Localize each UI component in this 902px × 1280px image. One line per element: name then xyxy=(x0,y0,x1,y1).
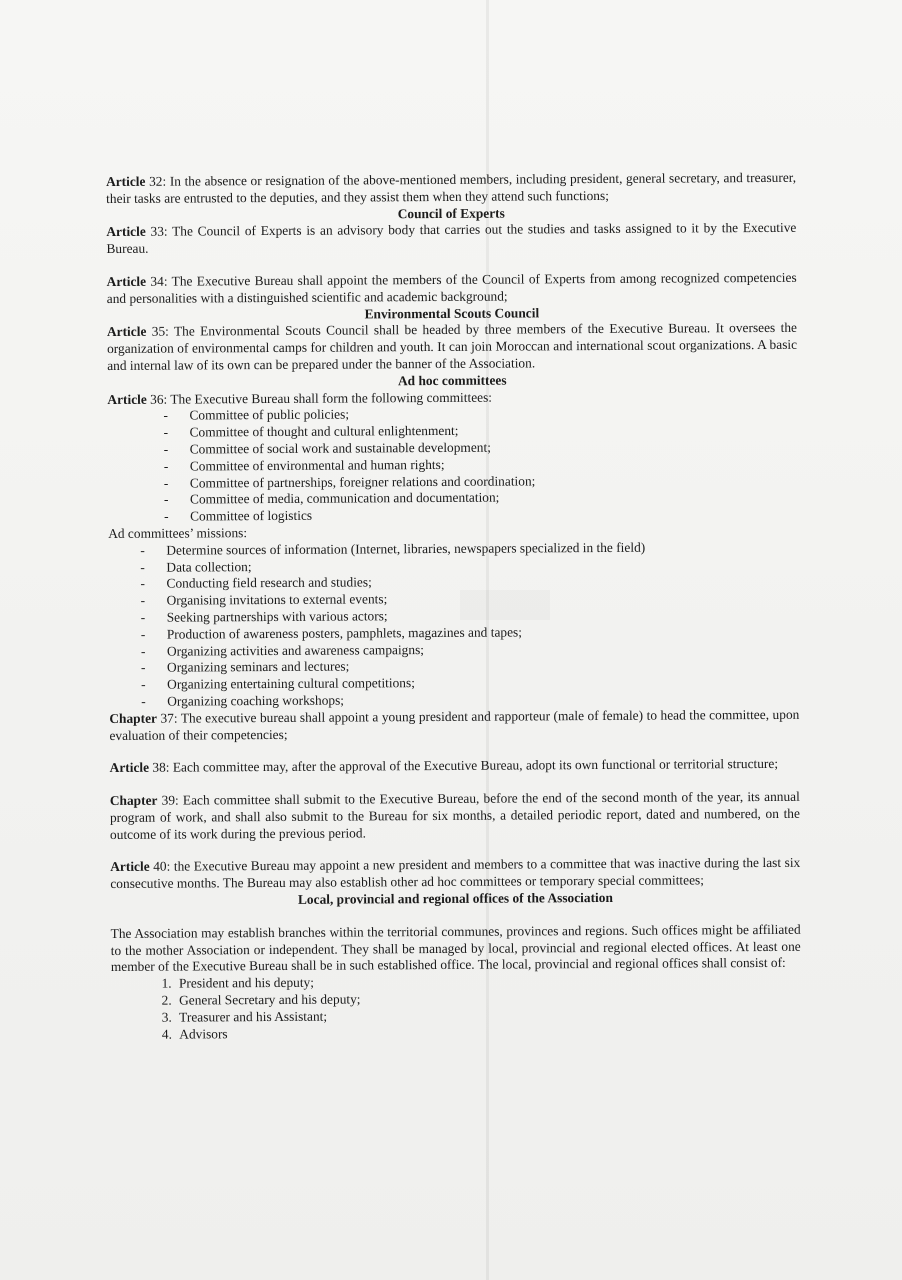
list-item: 2. General Secretary and his deputy; xyxy=(175,989,801,1010)
document-body xyxy=(106,170,801,1044)
list-item: - Determine sources of information (Internet, libraries, newspapers specialized in the field) xyxy=(166,539,798,560)
local-offices-paragraph: The Association may establish branches within the territorial communes, provinces and regions. Such offices might be affiliated to the mother Association or independent. They shall be managed by local, provincial and regional elected offices. At least one member of the Executive Bureau shall be in such established office. The local, provincial and regional offices shall consist of: xyxy=(110,921,801,975)
list-item: - Conducting field research and studies; xyxy=(166,572,798,593)
article-text: 32: In the absence or resignation of the above-mentioned members, including president, general secretary, and treasurer, their tasks are entrusted to the deputies, and they assist them when they attend such functions; xyxy=(106,169,797,206)
article-label: Article xyxy=(106,224,146,240)
article-34 xyxy=(107,270,797,308)
missions-list xyxy=(108,539,799,711)
list-item: - Committee of public policies; xyxy=(189,404,797,425)
list-item: - Committee of thought and cultural enlightenment; xyxy=(190,421,798,442)
heading-ad-hoc-committees: Ad hoc committees xyxy=(397,372,507,388)
list-item: 1. President and his deputy; xyxy=(175,972,801,993)
list-item: - Organizing entertaining cultural competitions; xyxy=(167,673,799,694)
list-item: - Committee of logistics xyxy=(190,505,798,526)
chapter-37 xyxy=(109,706,799,744)
list-item: - Organizing coaching workshops; xyxy=(167,690,799,711)
article-label: Article xyxy=(110,859,150,875)
article-text: 34: The Executive Bureau shall appoint the members of the Council of Experts from among recognized competencies and personalities with a distinguished scientific and academic background; xyxy=(106,269,797,306)
chapter-text: 39: Each committee shall submit to the Executive Bureau, before the end of the second month of the year, its annual program of work, and shall also submit to the Bureau for six months, a detailed periodic report, dated and numbered, on the outcome of its work during the previous period. xyxy=(109,788,800,842)
missions-title: Ad committees’ missions: xyxy=(108,525,248,541)
list-item: - Committee of social work and sustainable development; xyxy=(190,438,798,459)
article-text: 33: The Council of Experts is an advisory body that carries out the studies and tasks assigned to it by the Executive Bureau. xyxy=(106,220,797,257)
list-item: - Seeking partnerships with various actors; xyxy=(167,606,799,627)
article-33 xyxy=(106,220,796,258)
chapter-label: Chapter xyxy=(109,792,158,809)
heading-council-of-experts: Council of Experts xyxy=(397,205,505,221)
offices-list xyxy=(111,972,801,1043)
heading-environmental-scouts-council: Environmental Scouts Council xyxy=(364,304,540,322)
article-label: Article xyxy=(106,324,147,340)
list-item: - Committee of environmental and human rights; xyxy=(190,455,798,476)
article-label: Article xyxy=(106,273,147,289)
committees-list xyxy=(107,404,798,526)
chapter-text: 37: The executive bureau shall appoint a young president and rapporteur (male of female) to head the committee, upon evaluation of their competencies; xyxy=(109,706,800,743)
chapter-label: Chapter xyxy=(109,710,157,726)
list-item: - Organising invitations to external events; xyxy=(167,589,799,610)
list-item: 4. Advisors xyxy=(175,1022,801,1043)
list-item: - Production of awareness posters, pamphlets, magazines and tapes; xyxy=(167,622,799,643)
list-item: - Organizing seminars and lectures; xyxy=(167,656,799,677)
list-item: - Organizing activities and awareness campaigns; xyxy=(167,639,799,660)
list-item: - Committee of media, communication and documentation; xyxy=(190,488,798,509)
list-item: - Committee of partnerships, foreigner relations and coordination; xyxy=(190,471,798,492)
article-label: Article xyxy=(109,760,150,776)
article-text: 40: the Executive Bureau may appoint a new president and members to a committee that was inactive during the last six consecutive months. The Bureau may also establish other ad hoc committees or temporary special committees; xyxy=(110,855,801,892)
article-label: Article xyxy=(107,391,147,407)
article-text: 38: Each committee may, after the approval of the Executive Bureau, adopt its own functional or territorial structure; xyxy=(148,756,779,776)
list-item: - Data collection; xyxy=(166,555,798,576)
article-32 xyxy=(106,170,796,208)
article-35 xyxy=(107,320,797,375)
list-item: 3. Treasurer and his Assistant; xyxy=(175,1006,801,1027)
chapter-39 xyxy=(110,789,800,844)
article-label: Article xyxy=(106,173,146,189)
article-40 xyxy=(110,855,800,893)
article-text: 35: The Environmental Scouts Council shall be headed by three members of the Executive Bureau. It oversees the organization of environmental camps for children and youth. It can join Moroccan and international scout organizations. A basic and internal law of its own can be prepared under the banner of the Association. xyxy=(107,320,798,373)
heading-local-offices: Local, provincial and regional offices of the Association xyxy=(297,889,613,907)
article-text: 36: The Executive Bureau shall form the following committees: xyxy=(146,389,493,407)
